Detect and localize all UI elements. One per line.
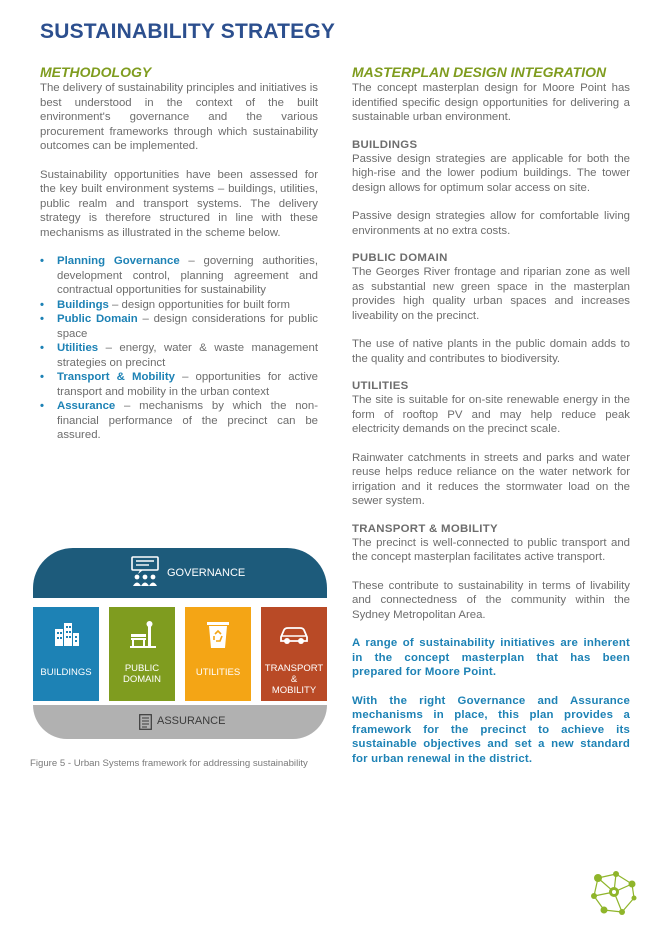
list-item xyxy=(40,341,318,370)
governance-label: GOVERNANCE xyxy=(167,567,246,579)
list-item-text: – energy, water & waste management strategies on precinct xyxy=(57,342,318,369)
list-item-text: – opportunities for active transport and mobility in the urban context xyxy=(57,371,318,398)
left-column xyxy=(40,64,318,443)
public-domain-label-line-1: PUBLIC xyxy=(124,663,160,674)
methodology-paragraph-1: The delivery of sustainability principles and initiatives is best understood in the context of the built environment's governance and the various procurement frameworks through which sustainability outcomes can be implemented. xyxy=(40,82,318,152)
buildings-label: BUILDINGS xyxy=(40,667,92,678)
bullet-icon: • xyxy=(40,298,44,311)
utilities-paragraph-1: The site is suitable for on-site renewable energy in the form of rooftop PV and may help reduce peak electricity demands on the precinct scale. xyxy=(352,394,630,435)
list-item xyxy=(40,312,318,341)
assurance-label: ASSURANCE xyxy=(157,715,226,727)
transport-mobility-label xyxy=(261,663,327,696)
transport-label-line-2: MOBILITY xyxy=(271,685,317,696)
bullet-icon: • xyxy=(40,313,44,325)
list-item xyxy=(40,298,318,313)
buildings-paragraph-1: Passive design strategies are applicable for both the high-rise and the lower podium buildings. The tower design allows for optimum solar access on site. xyxy=(352,152,630,194)
transport-label-line-1: TRANSPORT & xyxy=(264,663,324,685)
bullet-icon: • xyxy=(40,255,44,267)
utilities-paragraph-2: Rainwater catchments in streets and parks and water reuse helps reduce reliance on the water network for irrigation and it reduces the stormwater load on the sewer system. xyxy=(352,451,630,507)
list-item-term: Public Domain xyxy=(57,313,138,325)
methodology-paragraph-2: Sustainability opportunities have been assessed for the key built environment systems – buildings, utilities, public realm and transport systems. The delivery strategy is therefore structured in line with these mechanisms as illustrated in the scheme below. xyxy=(40,168,318,239)
assurance-band xyxy=(33,705,327,739)
buildings-heading: BUILDINGS xyxy=(352,138,418,151)
transport-paragraph-2: These contribute to sustainability in terms of livability and connectedness of the community within the Sydney Metropolitan Area. xyxy=(352,579,630,621)
public-domain-paragraph-1: The Georges River frontage and riparian zone as well as substantial new green space in the masterplan provides high quality urban spaces and increases liveability on the precinct. xyxy=(352,266,630,322)
buildings-box xyxy=(33,607,99,701)
list-item-term: Planning Governance xyxy=(57,255,180,267)
bullet-icon: • xyxy=(40,400,44,412)
transport-heading: TRANSPORT & MOBILITY xyxy=(352,522,498,535)
checklist-icon xyxy=(139,714,152,730)
list-item xyxy=(40,254,318,298)
public-domain-label-line-2: DOMAIN xyxy=(123,674,161,685)
utilities-heading: UTILITIES xyxy=(352,380,409,392)
transport-paragraph-1: The precinct is well-connected to public transport and the concept masterplan facilitates active transport. xyxy=(352,536,630,563)
park-bench-icon xyxy=(130,621,156,649)
highlight-statement-1: A range of sustainability initiatives are inherent in the concept masterplan that has been prepared for Moore Point. xyxy=(352,637,630,678)
buildings-paragraph-2: Passive design strategies allow for comfortable living environments at no extra costs. xyxy=(352,210,630,237)
list-item xyxy=(40,370,318,399)
masterplan-heading: MASTERPLAN DESIGN INTEGRATION xyxy=(352,64,607,80)
governance-icon xyxy=(131,556,159,588)
public-domain-paragraph-2: The use of native plants in the public domain adds to the quality and contributes to biodiversity. xyxy=(352,338,630,365)
public-domain-heading: PUBLIC DOMAIN xyxy=(352,252,448,264)
page-title: SUSTAINABILITY STRATEGY xyxy=(40,20,336,43)
recycle-bin-icon xyxy=(206,621,230,649)
list-item xyxy=(40,399,318,443)
right-column xyxy=(352,64,630,780)
buildings-icon xyxy=(54,621,80,647)
mechanisms-list xyxy=(40,254,318,443)
bullet-icon: • xyxy=(40,342,44,354)
network-globe-logo xyxy=(588,866,640,918)
list-item-term: Transport & Mobility xyxy=(57,371,175,383)
list-item-text: – design opportunities for built form xyxy=(108,298,290,311)
list-item-term: Buildings xyxy=(57,298,109,311)
urban-systems-diagram xyxy=(33,548,327,742)
list-item-text: – governing authorities, development control, planning agreement and contractual opportunities for sustainability xyxy=(57,255,318,296)
public-domain-box xyxy=(109,607,175,701)
list-item-term: Assurance xyxy=(57,400,116,412)
methodology-heading: METHODOLOGY xyxy=(40,64,152,80)
bullet-icon: • xyxy=(40,371,44,383)
utilities-box xyxy=(185,607,251,701)
list-item-term: Utilities xyxy=(57,342,99,354)
transport-mobility-box xyxy=(261,607,327,701)
list-item-text: – mechanisms by which the non-financial performance of the precinct can be assured. xyxy=(57,400,318,441)
utilities-label: UTILITIES xyxy=(195,667,241,678)
highlight-statement-2: With the right Governance and Assurance mechanisms in place, this plan provides a framework for the precinct to achieve its sustainable objectives and set a new standard for urban renewal in the district. xyxy=(352,694,630,765)
public-domain-label xyxy=(109,663,175,685)
car-icon xyxy=(279,625,309,645)
masterplan-intro: The concept masterplan design for Moore Point has identified specific design opportunities for delivering a sustainable urban environment. xyxy=(352,82,630,123)
list-item-text: – design considerations for public space xyxy=(57,313,318,340)
figure-caption: Figure 5 - Urban Systems framework for addressing sustainability xyxy=(30,758,308,769)
governance-band xyxy=(33,548,327,598)
